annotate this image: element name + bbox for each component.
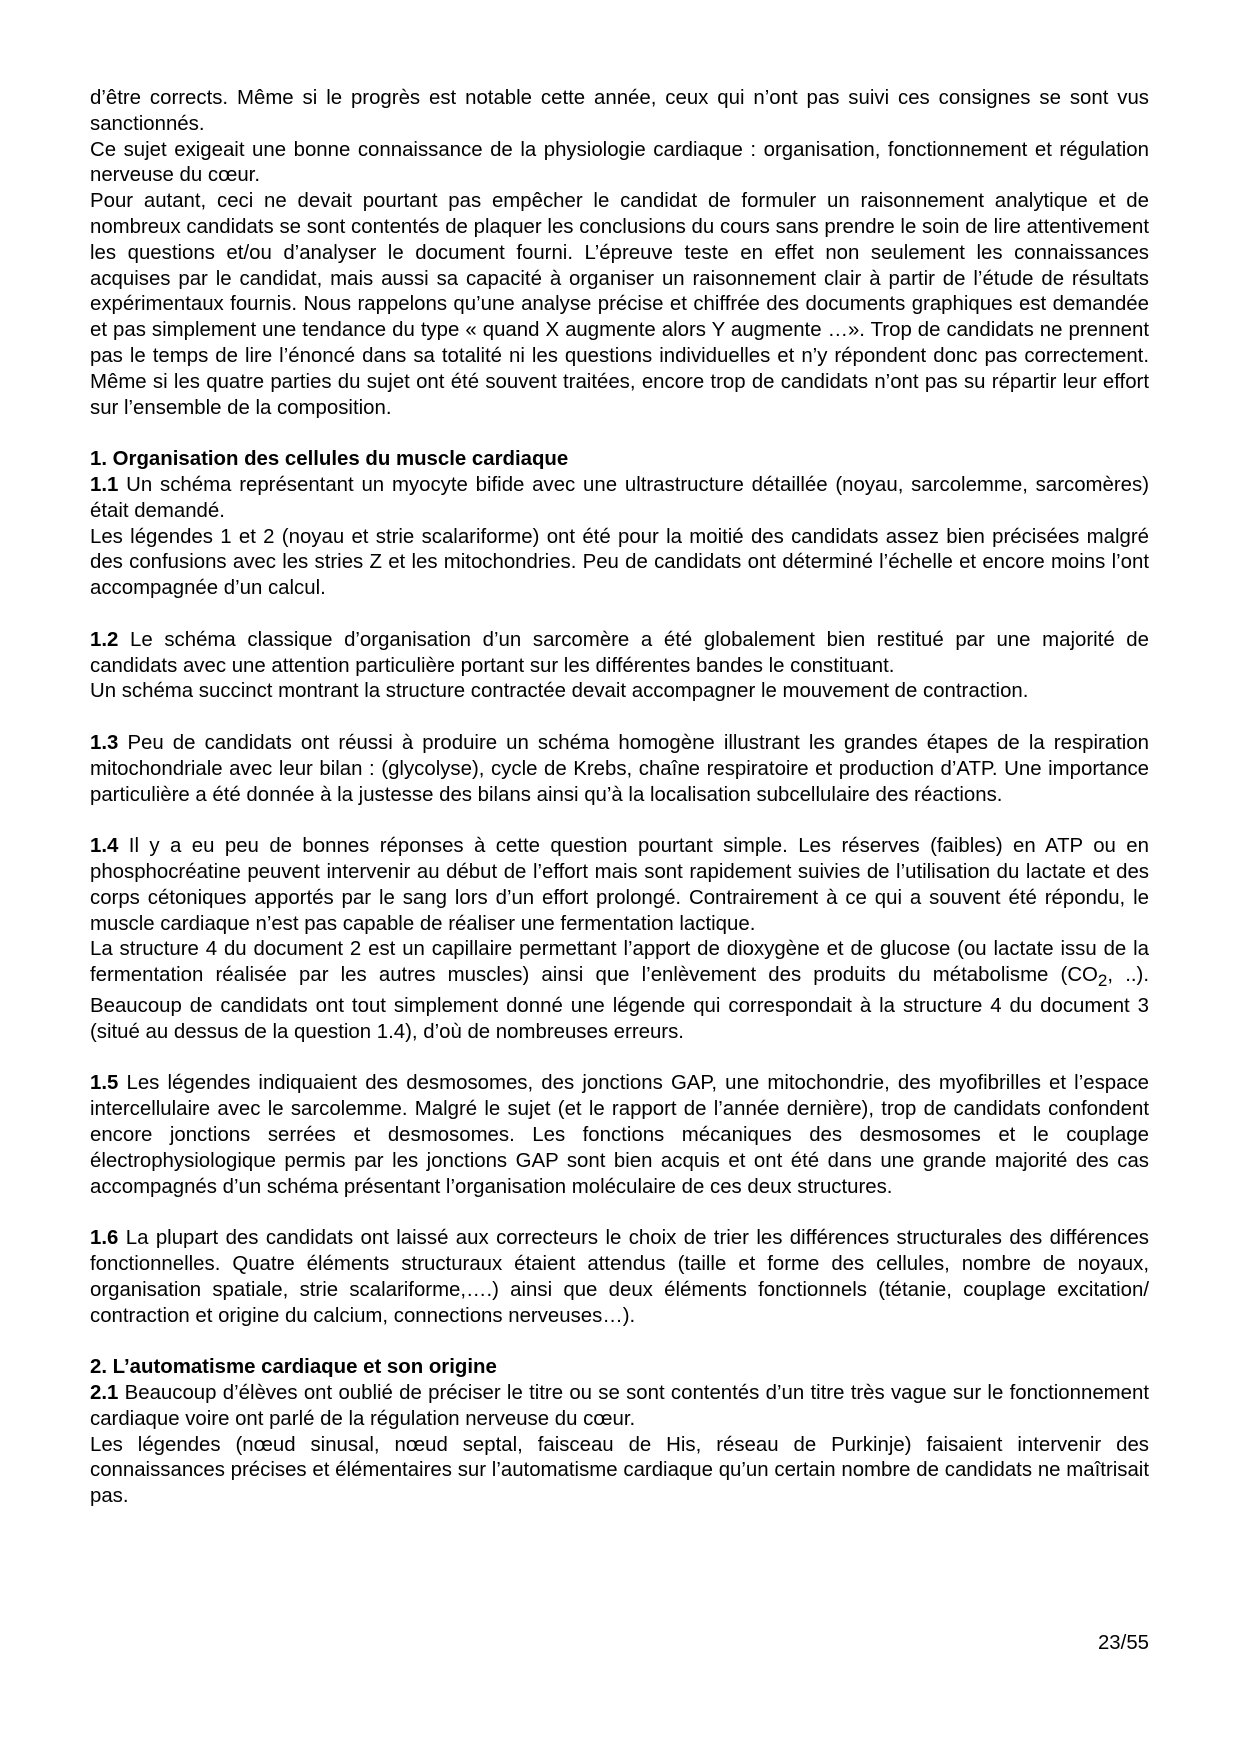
question-1-1-paragraph-2: Les légendes 1 et 2 (noyau et strie scalariforme) ont été pour la moitié des candidats assez bien précisées malgré des confusions avec les stries Z et les mitochondries. Peu de candidats ont déterminé l’échelle et encore moins l’ont accompagnée d’un calcul. — [90, 525, 1149, 600]
document-page — [90, 86, 1149, 1510]
intro-paragraph-2: Ce sujet exigeait une bonne connaissance de la physiologie cardiaque : organisation, fonctionnement et régulation nerveuse du cœur. — [90, 138, 1149, 187]
question-number: 1.4 — [90, 835, 119, 858]
question-number: 1.2 — [90, 628, 119, 651]
intro-paragraph-1: d’être corrects. Même si le progrès est notable cette année, ceux qui n’ont pas suivi ces consignes se sont vus sanctionnés. — [90, 87, 1149, 135]
question-number: 1.1 — [90, 473, 119, 496]
question-1-3-paragraph — [90, 731, 1149, 808]
question-text: Les légendes indiquaient des desmosomes, des jonctions GAP, une mitochondrie, des myofibrilles et l’espace intercellulaire avec le sarcolemme. Malgré le sujet (et le rapport de l’année dernière), trop de candidats confondent encore jonctions serrées et desmosomes. Les fonctions mécaniques des desmosomes et le couplage électrophysiologique permis par les jonctions GAP sont bien acquis et ont été dans une grande majorité des cas accompagnés d’un schéma présentant l’organisation moléculaire de ces deux structures. — [90, 1072, 1149, 1198]
question-number: 1.6 — [90, 1227, 119, 1250]
question-number: 2.1 — [90, 1381, 119, 1404]
question-text: Il y a eu peu de bonnes réponses à cette question pourtant simple. Les réserves (faibles) en ATP ou en phosphocréatine peuvent intervenir au début de l’effort mais sont rapidement suivies de l’utilisation du lactate et des corps cétoniques apportés par le sang lors d’un effort prolongé. Contrairement à ce qui a souvent été répondu, le muscle cardiaque n’est pas capable de réaliser une fermentation lactique. — [90, 835, 1149, 935]
question-1-6-paragraph — [90, 1226, 1149, 1329]
subscript: 2 — [1097, 971, 1108, 991]
question-text: Beaucoup d’élèves ont oublié de préciser le titre ou se sont contentés d’un titre très vague sur le fonctionnement cardiaque voire ont parlé de la régulation nerveuse du cœur. — [90, 1381, 1149, 1430]
text-segment: La structure 4 du document 2 est un capillaire permettant l’apport de dioxygène et de glucose (ou lactate issu de la fermentation réalisée par les autres muscles) ainsi que l’enlèvement des produits du métabolisme (CO — [90, 938, 1149, 987]
question-text: La plupart des candidats ont laissé aux correcteurs le choix de trier les différences structurales des différences fonctionnelles. Quatre éléments structuraux étaient attendus (taille et forme des cellules, nombre de noyaux, organisation spatiale, strie scalariforme,….) ainsi que deux éléments fonctionnels (tétanie, couplage excitation/ contraction et origine du calcium, connections nerveuses…). — [90, 1227, 1149, 1327]
question-1-2-paragraph-2: Un schéma succinct montrant la structure contractée devait accompagner le mouvement de contraction. — [90, 680, 1029, 703]
question-1-5-paragraph — [90, 1071, 1149, 1200]
question-2-1-paragraph — [90, 1381, 1149, 1433]
section-2-heading: 2. L’automatisme cardiaque et son origine — [90, 1356, 497, 1379]
section-1-heading: 1. Organisation des cellules du muscle cardiaque — [90, 448, 569, 471]
question-2-1-paragraph-2: Les légendes (nœud sinusal, nœud septal, faisceau de His, réseau de Purkinje) faisaient intervenir des connaissances précises et élémentaires sur l’automatisme cardiaque qu’un certain nombre de candidats ne maîtrisait pas. — [90, 1433, 1149, 1508]
text-segment: , ..). Beaucoup de candidats ont tout simplement donné une légende qui correspondait à la structure 4 du document 3 (situé au dessus de la question 1.4), d’où de nombreuses erreurs. — [90, 964, 1149, 1043]
question-1-4-paragraph-2 — [90, 937, 1149, 1045]
intro-paragraph-3: Pour autant, ceci ne devait pourtant pas empêcher le candidat de formuler un raisonnement analytique et de nombreux candidats se sont contentés de plaquer les conclusions du cours sans prendre le soin de lire attentivement les questions et/ou d’analyser le document fourni. L’épreuve teste en effet non seulement les connaissances acquises par le candidat, mais aussi sa capacité à organiser un raisonnement clair à partir de l’étude de résultats expérimentaux fournis. Nous rappelons qu’une analyse précise et chiffrée des documents graphiques est demandée et pas simplement une tendance du type « quand X augmente alors Y augmente …». Trop de candidats ne prennent pas le temps de lire l’énoncé dans sa totalité ni les questions individuelles et n’y répondent donc pas correctement. Même si les quatre parties du sujet ont été souvent traitées, encore trop de candidats n’ont pas su répartir leur effort sur l’ensemble de la composition. — [90, 190, 1149, 419]
question-text: Un schéma représentant un myocyte bifide avec une ultrastructure détaillée (noyau, sarcolemme, sarcomères) était demandé. — [90, 473, 1149, 522]
question-text: Le schéma classique d’organisation d’un sarcomère a été globalement bien restitué par une majorité de candidats avec une attention particulière portant sur les différentes bandes le constituant. — [90, 628, 1149, 677]
question-1-4-paragraph — [90, 834, 1149, 937]
question-1-2-paragraph — [90, 628, 1149, 680]
question-1-1-paragraph — [90, 473, 1149, 525]
question-number: 1.5 — [90, 1072, 119, 1095]
question-number: 1.3 — [90, 731, 119, 754]
page-number: 23/55 — [1097, 1632, 1149, 1654]
question-text: Peu de candidats ont réussi à produire un schéma homogène illustrant les grandes étapes de la respiration mitochondriale avec leur bilan : (glycolyse), cycle de Krebs, chaîne respiratoire et production d’ATP. Une importance particulière a été donnée à la justesse des bilans ainsi qu’à la localisation subcellulaire des réactions. — [90, 731, 1149, 806]
